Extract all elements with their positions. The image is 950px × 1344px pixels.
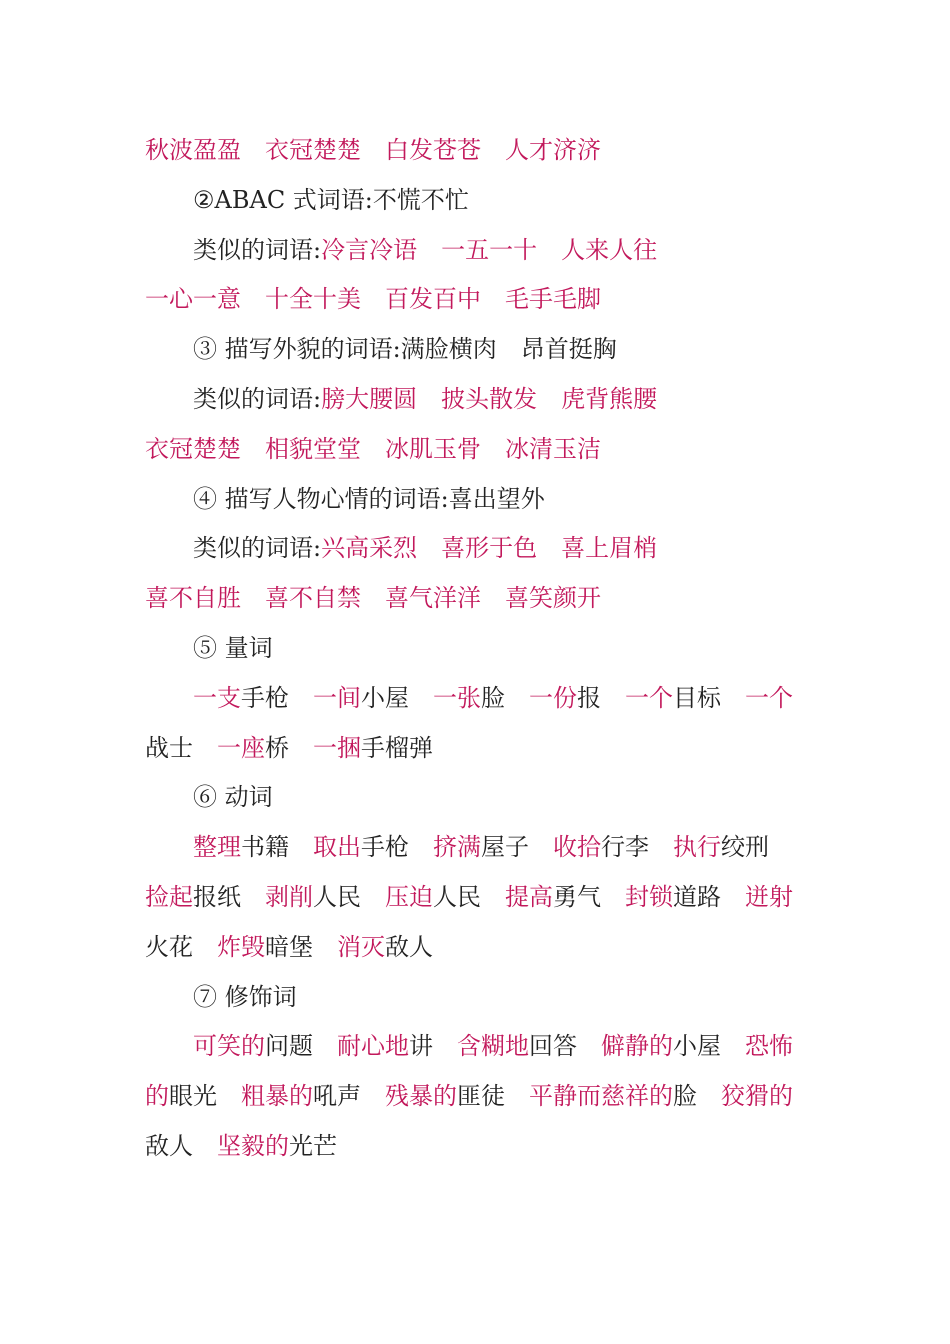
highlighted-word: 挤满 [433, 833, 481, 862]
highlighted-word: 可笑的 [193, 1032, 265, 1061]
highlighted-word: 一个 [625, 683, 673, 712]
text-line [145, 574, 805, 624]
plain-text: 屋子 [481, 833, 529, 862]
plain-text: 道路 [673, 882, 721, 911]
highlighted-word: 剥削 [265, 882, 313, 911]
text-line [145, 1072, 805, 1122]
highlighted-word: 冰清玉洁 [505, 434, 601, 463]
text-line [145, 375, 805, 425]
plain-text: 类似的词语: [193, 534, 322, 563]
plain-text: ⑤ 量词 [193, 633, 273, 662]
plain-text: 书籍 [241, 833, 289, 862]
highlighted-word: 喜笑颜开 [505, 584, 601, 613]
highlighted-word: 毛手毛脚 [505, 285, 601, 314]
plain-text: 战士 [145, 733, 193, 762]
text-line [145, 1122, 805, 1172]
highlighted-word: 炸毁 [217, 932, 265, 961]
text-line [145, 126, 805, 176]
text-line [145, 524, 805, 574]
highlighted-word: 狡猾的 [721, 1082, 793, 1111]
highlighted-word: 恐怖 [745, 1032, 793, 1061]
plain-text: 小屋 [673, 1032, 721, 1061]
highlighted-word: 的 [145, 1082, 169, 1111]
highlighted-word: 一支 [193, 683, 241, 712]
text-line [145, 475, 805, 525]
highlighted-word: 披头散发 [441, 384, 538, 413]
highlighted-word: 迸射 [745, 882, 793, 911]
highlighted-word: 僻静的 [601, 1032, 673, 1061]
text-line [145, 923, 805, 973]
highlighted-word: 兴高采烈 [321, 534, 418, 563]
document-body [145, 126, 805, 1172]
plain-text: 吼声 [313, 1082, 361, 1111]
plain-text: 桥 [265, 733, 289, 762]
highlighted-word: 一个 [745, 683, 793, 712]
highlighted-word: 百发百中 [385, 285, 481, 314]
text-line [145, 773, 805, 823]
plain-text: 人民 [433, 882, 481, 911]
highlighted-word: 一五一十 [441, 235, 538, 264]
highlighted-word: 一座 [217, 733, 265, 762]
highlighted-word: 喜形于色 [441, 534, 538, 563]
highlighted-word: 整理 [193, 833, 241, 862]
plain-text: 报纸 [193, 882, 241, 911]
plain-text: ③ 描写外貌的词语:满脸横肉 [193, 335, 497, 364]
highlighted-word: 捡起 [145, 882, 193, 911]
highlighted-word: 坚毅的 [217, 1131, 289, 1160]
highlighted-word: 秋波盈盈 [145, 136, 241, 164]
plain-text: 问题 [265, 1032, 313, 1061]
highlighted-word: 虎背熊腰 [561, 384, 658, 413]
plain-text: ⑦ 修饰词 [193, 982, 297, 1011]
highlighted-word: 一份 [529, 683, 577, 712]
plain-text: 光芒 [289, 1131, 337, 1160]
highlighted-word: 十全十美 [265, 285, 361, 314]
plain-text: 敌人 [145, 1131, 193, 1160]
plain-text: 脸 [673, 1082, 697, 1111]
text-line [145, 823, 805, 873]
plain-text: 绞刑 [721, 833, 769, 862]
plain-text: 昂首挺胸 [520, 335, 617, 364]
highlighted-word: 相貌堂堂 [265, 434, 361, 463]
highlighted-word: 冰肌玉骨 [385, 434, 481, 463]
highlighted-word: 喜不自胜 [145, 584, 241, 613]
highlighted-word: 一捆 [313, 733, 361, 762]
highlighted-word: 白发苍苍 [385, 136, 481, 164]
plain-text: 目标 [673, 683, 721, 712]
highlighted-word: 收拾 [553, 833, 601, 862]
highlighted-word: 残暴的 [385, 1082, 457, 1111]
highlighted-word: 封锁 [625, 882, 673, 911]
plain-text: 回答 [529, 1032, 577, 1061]
plain-text: 类似的词语: [193, 384, 322, 413]
plain-text: 匪徒 [457, 1082, 505, 1111]
text-line [145, 624, 805, 674]
highlighted-word: 人来人往 [561, 235, 658, 264]
highlighted-word: 压迫 [385, 882, 433, 911]
plain-text: ④ 描写人物心情的词语:喜出望外 [193, 484, 545, 513]
plain-text: 暗堡 [265, 932, 313, 961]
highlighted-word: 耐心地 [337, 1032, 409, 1061]
highlighted-word: 一间 [313, 683, 361, 712]
highlighted-word: 提高 [505, 882, 553, 911]
plain-text: 手枪 [361, 833, 409, 862]
highlighted-word: 含糊地 [457, 1032, 529, 1061]
text-line [145, 226, 805, 276]
plain-text: 类似的词语: [193, 235, 322, 264]
highlighted-word: 一心一意 [145, 285, 241, 314]
highlighted-word: 执行 [673, 833, 721, 862]
text-line [145, 425, 805, 475]
text-line [145, 724, 805, 774]
highlighted-word: 喜不自禁 [265, 584, 361, 613]
highlighted-word: 膀大腰圆 [321, 384, 418, 413]
plain-text: 行李 [601, 833, 649, 862]
plain-text: 火花 [145, 932, 193, 961]
plain-text: 报 [577, 683, 601, 712]
highlighted-word: 平静而慈祥的 [529, 1082, 673, 1111]
plain-text: 眼光 [169, 1082, 217, 1111]
highlighted-word: 衣冠楚楚 [145, 434, 241, 463]
highlighted-word: 冷言冷语 [321, 235, 418, 264]
plain-text: 勇气 [553, 882, 601, 911]
highlighted-word: 衣冠楚楚 [265, 136, 361, 164]
highlighted-word: 喜上眉梢 [561, 534, 658, 563]
plain-text: 脸 [481, 683, 505, 712]
plain-text: ⑥ 动词 [193, 783, 273, 812]
plain-text: 敌人 [385, 932, 433, 961]
text-line [145, 873, 805, 923]
plain-text: 讲 [409, 1032, 433, 1061]
highlighted-word: 喜气洋洋 [385, 584, 481, 613]
plain-text: 人民 [313, 882, 361, 911]
plain-text: 手枪 [241, 683, 289, 712]
text-line [145, 674, 805, 724]
highlighted-word: 取出 [313, 833, 361, 862]
plain-text: ②ABAC 式词语:不慌不忙 [193, 185, 469, 214]
text-line [145, 176, 805, 226]
plain-text: 手榴弹 [361, 733, 433, 762]
highlighted-word: 粗暴的 [241, 1082, 313, 1111]
highlighted-word: 一张 [433, 683, 481, 712]
highlighted-word: 人才济济 [505, 136, 601, 164]
text-line [145, 1022, 805, 1072]
plain-text: 小屋 [361, 683, 409, 712]
highlighted-word: 消灭 [337, 932, 385, 961]
text-line [145, 973, 805, 1023]
text-line [145, 325, 805, 375]
text-line [145, 275, 805, 325]
